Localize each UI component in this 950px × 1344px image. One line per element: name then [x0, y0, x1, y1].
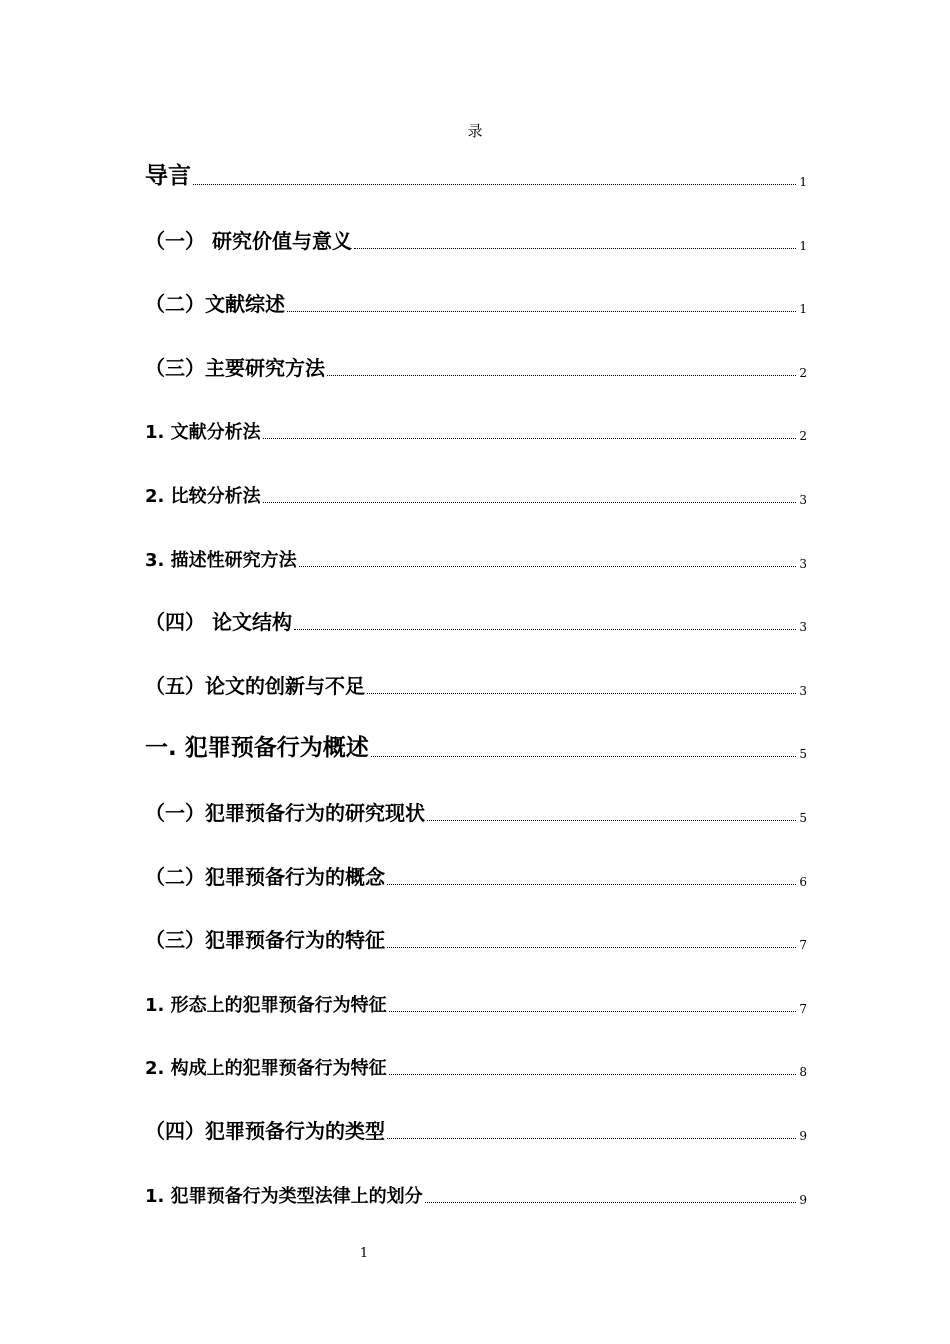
toc-entry-page-number: 3 — [799, 683, 807, 698]
toc-entry-page-number: 5 — [799, 811, 807, 825]
toc-entry-title: 一. 犯罪预备行为概述 — [145, 735, 369, 762]
toc-entry-title: （四） 论文结构 — [145, 610, 292, 635]
toc-entry-title: （五）论文的创新与不足 — [145, 673, 365, 698]
toc-entry-page-number: 3 — [799, 620, 807, 635]
toc-entry[interactable] — [145, 732, 807, 762]
toc-dot-leader — [387, 946, 796, 948]
toc-entry[interactable] — [145, 993, 807, 1017]
toc-dot-leader — [354, 247, 796, 249]
toc-entry-title: （一）犯罪预备行为的研究现状 — [145, 801, 425, 825]
toc-dot-leader — [387, 1137, 796, 1139]
footer-page-number: 1 — [359, 1246, 369, 1261]
toc-entry[interactable] — [145, 548, 807, 572]
toc-dot-leader — [263, 437, 796, 439]
toc-dot-leader — [287, 310, 796, 312]
toc-dot-leader — [327, 374, 796, 376]
toc-dot-leader — [294, 628, 796, 630]
toc-entry-page-number: 8 — [799, 1065, 807, 1080]
toc-entry[interactable] — [145, 1184, 807, 1208]
toc-entry-title: 1. 形态上的犯罪预备行为特征 — [145, 994, 387, 1016]
toc-entry-title: 导言 — [145, 163, 191, 189]
toc-entry-title: （一） 研究价值与意义 — [145, 228, 352, 253]
toc-dot-leader — [427, 819, 796, 821]
toc-entry-page-number: 1 — [799, 175, 807, 189]
toc-entry-title: 2. 构成上的犯罪预备行为特征 — [145, 1058, 387, 1080]
toc-entry[interactable] — [145, 290, 807, 317]
toc-entry[interactable] — [145, 1117, 807, 1144]
toc-entry-title: （三）犯罪预备行为的特征 — [145, 928, 385, 953]
toc-entry-title: 3. 描述性研究方法 — [145, 549, 297, 571]
toc-entry-page-number: 9 — [799, 1129, 807, 1143]
toc-entry-page-number: 6 — [799, 874, 807, 889]
toc-entry[interactable] — [145, 672, 807, 699]
toc-entry[interactable] — [145, 484, 807, 508]
toc-entry-page-number: 1 — [799, 302, 807, 317]
toc-entry-page-number: 2 — [799, 365, 807, 380]
toc-entry-page-number: 7 — [799, 1001, 807, 1016]
toc-entry-title: （三）主要研究方法 — [145, 355, 325, 380]
toc-dot-leader — [389, 1010, 796, 1012]
page-heading: 录 — [467, 122, 483, 140]
toc-dot-leader — [263, 501, 796, 503]
toc-entry-page-number: 7 — [799, 938, 807, 953]
toc-dot-leader — [299, 565, 796, 567]
toc-entry[interactable] — [145, 926, 807, 953]
toc-entry-title: 1. 犯罪预备行为类型法律上的划分 — [145, 1185, 423, 1207]
toc-entry-page-number: 1 — [799, 238, 807, 253]
toc-entry-title: （二）犯罪预备行为的概念 — [145, 864, 385, 889]
toc-entry-title: 2. 比较分析法 — [145, 486, 261, 507]
toc-entry-page-number: 9 — [799, 1192, 807, 1207]
toc-dot-leader — [389, 1073, 796, 1075]
toc-entry-title: 1. 文献分析法 — [145, 422, 261, 444]
toc-entry[interactable] — [145, 420, 807, 444]
toc-entry[interactable] — [145, 1056, 807, 1080]
toc-entry[interactable] — [145, 799, 807, 826]
toc-dot-leader — [193, 183, 796, 185]
toc-entry[interactable] — [145, 608, 807, 635]
toc-entry-page-number: 3 — [799, 556, 807, 571]
toc-entry[interactable] — [145, 160, 807, 190]
toc-entry-page-number: 5 — [799, 747, 807, 762]
toc-dot-leader — [425, 1201, 796, 1203]
toc-entry[interactable] — [145, 227, 807, 254]
toc-entry-title: （四）犯罪预备行为的类型 — [145, 1119, 385, 1143]
toc-entry[interactable] — [145, 354, 807, 381]
toc-dot-leader — [367, 692, 796, 694]
toc-entry-page-number: 2 — [799, 429, 807, 444]
toc-entry-page-number: 3 — [799, 493, 807, 507]
toc-entry-title: （二）文献综述 — [145, 292, 285, 317]
toc-dot-leader — [371, 755, 796, 757]
toc-dot-leader — [387, 883, 796, 885]
toc-entry[interactable] — [145, 863, 807, 890]
